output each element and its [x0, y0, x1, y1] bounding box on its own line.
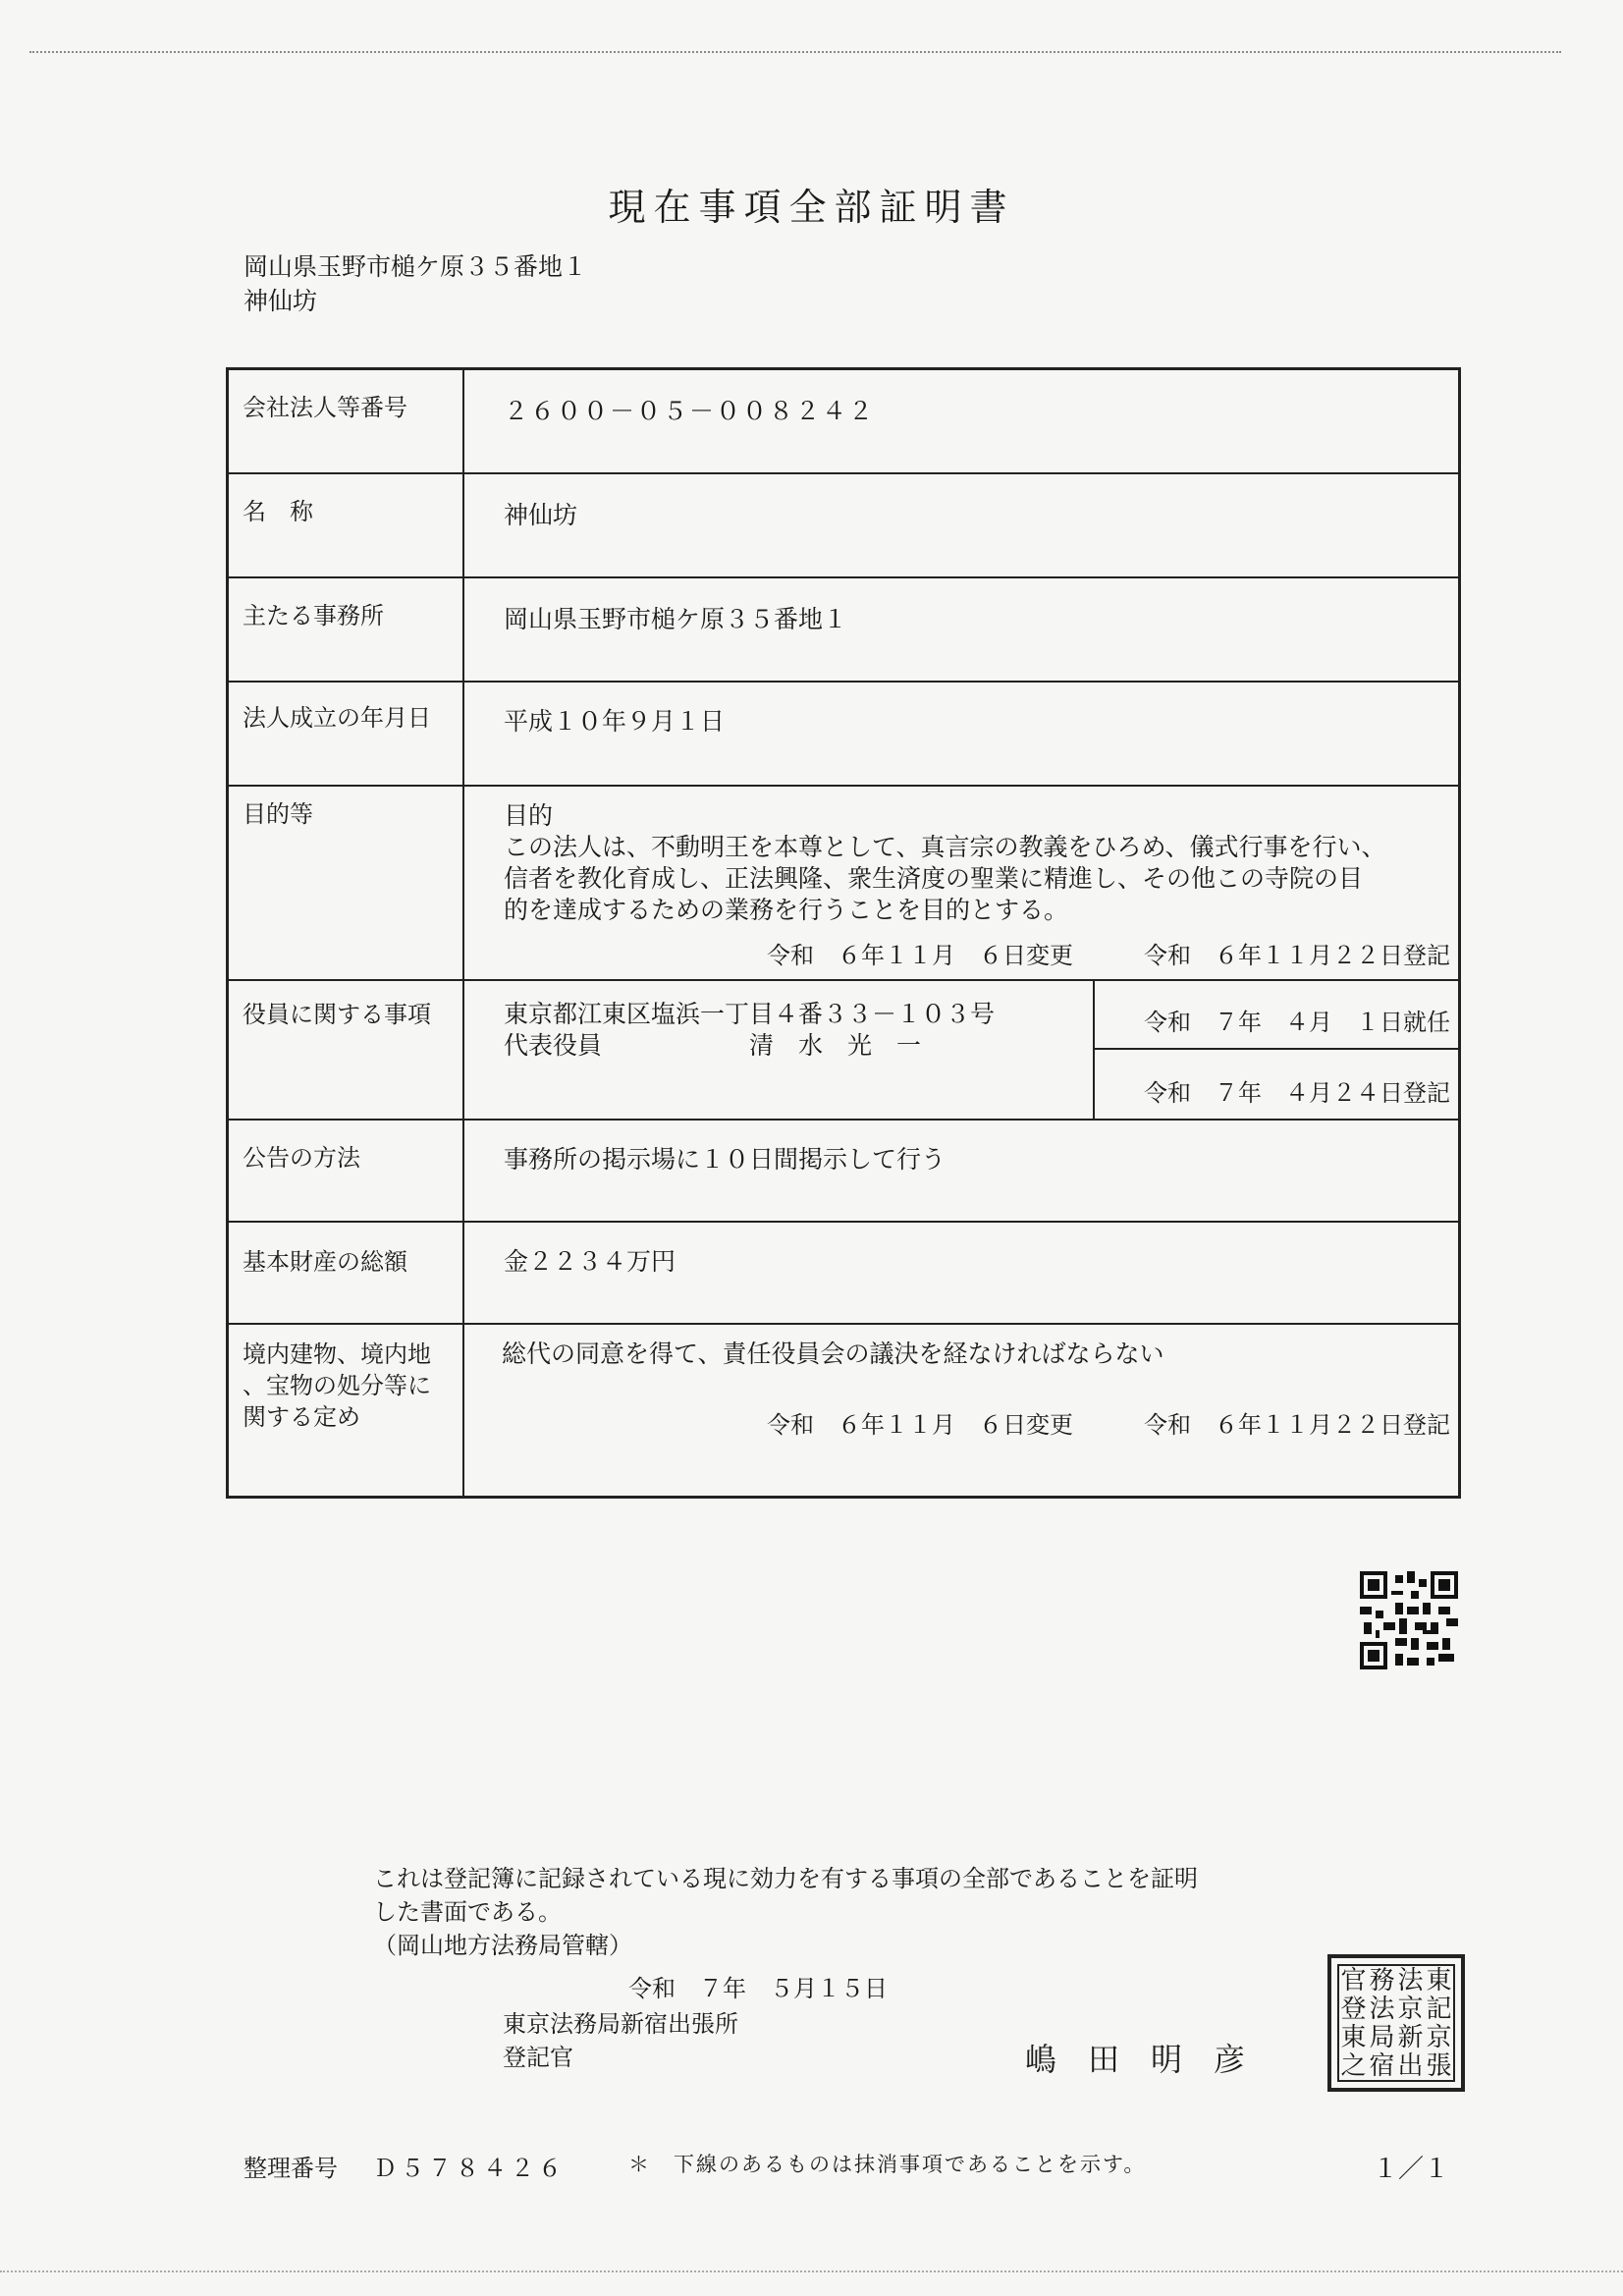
official-name: 嶋 田 明 彦	[1025, 2041, 1246, 2078]
seal-char: 出	[1397, 2050, 1424, 2081]
seal-char: 局	[1369, 2022, 1395, 2052]
purpose-heading: 目的	[504, 801, 554, 830]
label-disposal-3: 関する定め	[243, 1403, 360, 1431]
issuing-office: 東京法務局新宿出張所	[503, 2010, 738, 2038]
seal-char: 法	[1397, 1965, 1424, 1995]
officer-date-separator	[1093, 1048, 1458, 1050]
footer-note: ＊ 下線のあるものは抹消事項であることを示す。	[628, 2153, 1147, 2176]
table-row-disposal	[229, 1325, 1458, 1496]
table-row-assets	[229, 1223, 1458, 1325]
table-row-notice	[229, 1121, 1458, 1223]
header-name: 神仙坊	[243, 287, 318, 315]
certification-line-2: した書面である。	[373, 1898, 562, 1926]
table-row-purpose	[229, 787, 1458, 981]
table-row-established	[229, 683, 1458, 787]
seal-char: 記	[1426, 1994, 1452, 2024]
seal-char: 法	[1369, 1994, 1395, 2024]
certification-line-1: これは登記簿に記録されている現に効力を有する事項の全部であることを証明	[373, 1865, 1198, 1892]
table-row-name	[229, 474, 1458, 578]
label-established: 法人成立の年月日	[243, 704, 431, 732]
purpose-registration: 令和 ６年１１月 ６日変更 令和 ６年１１月２２日登記	[767, 942, 1450, 969]
official-seal	[1327, 1954, 1465, 2092]
official-title: 登記官	[503, 2044, 573, 2071]
value-name: 神仙坊	[504, 501, 578, 529]
seal-char: 京	[1426, 2022, 1452, 2052]
seal-char: 宿	[1369, 2050, 1395, 2081]
certification-line-3: （岡山地方法務局管轄）	[373, 1932, 632, 1959]
officer-date-divider	[1093, 981, 1095, 1119]
label-name: 名 称	[243, 498, 313, 525]
purpose-line-3: 的を達成するための業務を行うことを目的とする。	[504, 896, 1069, 924]
officer-appointed: 令和 ７年 ４月 １日就任	[1144, 1009, 1450, 1036]
officer-registered: 令和 ７年 ４月２４日登記	[1144, 1079, 1450, 1107]
label-disposal-2: 、宝物の処分等に	[243, 1372, 431, 1399]
header-address: 岡山県玉野市槌ケ原３５番地１	[243, 252, 588, 281]
top-scan-line	[29, 51, 1561, 53]
certification-date: 令和 ７年 ５月１５日	[628, 1975, 888, 2002]
seal-char: 京	[1397, 1994, 1424, 2024]
registry-table	[226, 367, 1461, 1499]
label-notice: 公告の方法	[243, 1144, 360, 1172]
label-assets: 基本財産の総額	[243, 1248, 407, 1276]
table-row-main-office	[229, 578, 1458, 683]
seal-char: 新	[1397, 2022, 1424, 2052]
label-disposal-1: 境内建物、境内地	[243, 1340, 431, 1368]
label-purpose: 目的等	[243, 800, 313, 828]
value-notice: 事務所の掲示場に１０日間掲示して行う	[504, 1145, 947, 1174]
seal-char: 張	[1426, 2050, 1452, 2081]
officer-address: 東京都江東区塩浜一丁目４番３３－１０３号	[504, 1000, 996, 1028]
value-main-office: 岡山県玉野市槌ケ原３５番地１	[504, 605, 848, 633]
officer-role: 代表役員	[504, 1031, 603, 1060]
table-row-officers	[229, 981, 1458, 1121]
table-row-corporate-number	[229, 370, 1458, 474]
seal-char: 務	[1369, 1965, 1395, 1995]
value-assets: 金２２３４万円	[504, 1247, 676, 1276]
seal-char: 之	[1340, 2050, 1367, 2081]
purpose-line-1: この法人は、不動明王を本尊として、真言宗の教義をひろめ、儀式行事を行い、	[504, 833, 1386, 861]
seal-grid	[1337, 1964, 1455, 2082]
document-title: 現在事項全部証明書	[608, 186, 1015, 229]
purpose-line-2: 信者を教化育成し、正法興隆、衆生済度の聖業に精進し、その他この寺院の目	[504, 864, 1364, 893]
label-corporate-number: 会社法人等番号	[243, 394, 407, 421]
disposal-registration: 令和 ６年１１月 ６日変更 令和 ６年１１月２２日登記	[767, 1411, 1450, 1439]
officer-person: 清 水 光 一	[749, 1031, 922, 1060]
seal-char: 東	[1426, 1965, 1452, 1995]
seal-char: 登	[1340, 1994, 1367, 2024]
reference-number: Ｄ５７８４２６	[373, 2155, 566, 2182]
label-main-office: 主たる事務所	[243, 602, 384, 629]
value-disposal: 総代の同意を得て、責任役員会の議決を経なければならない	[502, 1339, 1164, 1368]
bottom-scan-line	[0, 2270, 1623, 2272]
page-number: １／１	[1373, 2155, 1450, 2184]
value-established: 平成１０年９月１日	[504, 707, 726, 736]
qr-code-icon	[1360, 1571, 1458, 1669]
value-corporate-number: ２６００－０５－００８２４２	[504, 397, 876, 425]
seal-char: 東	[1340, 2022, 1367, 2052]
label-officers: 役員に関する事項	[243, 1001, 431, 1028]
reference-label: 整理番号	[243, 2155, 338, 2182]
seal-char: 官	[1340, 1965, 1367, 1995]
